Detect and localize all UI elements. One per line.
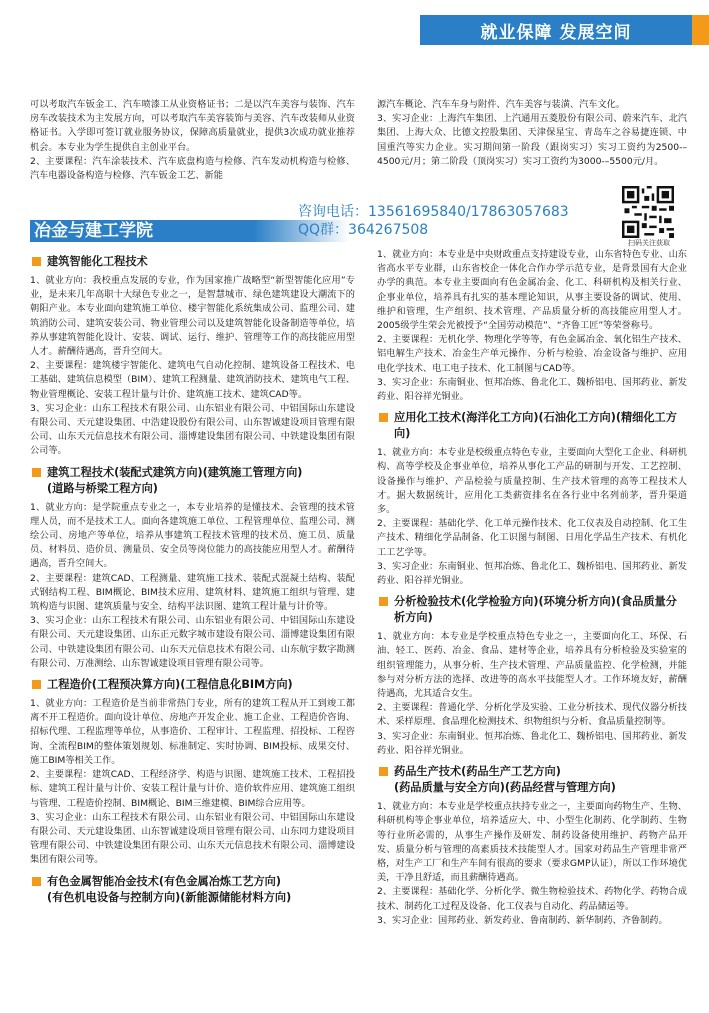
left-section xyxy=(30,465,355,671)
right-section-paragraph: 1、就业方向：本专业是学校重点特色专业之一，主要面向化工、环保、石油、轻工、医药、冶金、食品、建材等企业，培养具有分析检验及实验室的组织管理能力，从事分析、生产技术管理、产品质量监控、化学检测，并能参与对分析方法的选择、改进等的高水平技能型人才。工作环境友好，薪酬待遇高，尤其适合女生。 xyxy=(377,631,687,700)
section-title-text xyxy=(394,594,687,626)
section-title-line: 药品生产技术(药品生产工艺方向) xyxy=(394,765,561,779)
intro-left-para-1: 可以考取汽车钣金工、汽车喷漆工从业资格证书；二是以汽车美容与装饰、汽车房车改装技术为主发展方向，可以考取汽车美容装饰与美容、汽车改装师从业资格证书。入学即可签订就业服务协议，保障高质量就业，提供3次成功就业推荐机会。本专业为学生提供自主创业平台。 xyxy=(30,99,355,153)
left-section-paragraph: 3、实习企业：山东工程技术有限公司、山东铝业有限公司、中铝国际山东建设有限公司、天元建设集团、中浩建设股份有限公司、山东智诚建设项目管理有限公司、山东天元信息技术有限公司、淄博建设集团有限公司、中铁建设集团有限公司等。 xyxy=(30,402,355,457)
section-title-text xyxy=(394,410,687,442)
section-title-line: 工程造价(工程预决算方向)(工程信息化BIM方向) xyxy=(47,678,293,692)
orange-square-icon xyxy=(379,597,388,606)
section-title-line: 建筑智能化工程技术 xyxy=(47,255,148,268)
contact-phone: 咨询电话：13561695840/17863057683 xyxy=(298,204,569,220)
right-section xyxy=(377,594,687,758)
intro-left-column xyxy=(30,98,355,183)
intro-left-para-2: 2、主要课程：汽车涂装技术、汽车底盘构造与检修、汽车发动机构造与检修、汽车电器设备构造与检修、汽车钣金工艺、新能 xyxy=(30,155,355,182)
orange-square-icon xyxy=(32,877,41,886)
right-section-title xyxy=(377,410,687,442)
right-section-title xyxy=(377,594,687,626)
contact-qq: QQ群：364267508 xyxy=(298,222,429,238)
qr-code-icon xyxy=(622,186,674,238)
section-title-text xyxy=(47,465,302,497)
college-name: 冶金与建工学院 xyxy=(30,220,349,242)
left-section-paragraph: 3、实习企业：山东工程技术有限公司、山东铝业有限公司、中铝国际山东建设有限公司、天元建设集团、山东智诚建设项目管理有限公司、山东同力建设项目管理有限公司、中铁建设集团有限公司、山东天元信息技术有限公司、淄博建设集团有限公司等。 xyxy=(30,811,355,866)
top-header-band xyxy=(0,0,709,62)
left-section xyxy=(30,677,355,867)
left-section-title xyxy=(30,677,355,693)
left-section-title xyxy=(30,874,355,906)
section-title-text xyxy=(47,677,293,693)
left-section-paragraph: 3、实习企业：山东工程技术有限公司、山东铝业有限公司、中铝国际山东建设有限公司、天元建设集团、山东正元数字城市建设有限公司、淄博建设集团有限公司、中铁建设集团有限公司、山东天元信息技术有限公司、山东航宇数字勘测有限公司、万准测绘、山东智诚建设项目管理有限公司等。 xyxy=(30,615,355,669)
left-section-paragraph: 1、就业方向：是学院重点专业之一，本专业培养的是懂技术、会管理的技术管理人员，而不是技术工人。面向各建筑施工单位、工程管理单位、监理公司、测绘公司、房地产等单位，培养从事建筑工程技术管理的技术员、施工员、质量员、材料员、造价员、测量员、安全员等岗位能力的高技能应用型人才。薪酬待遇高，晋升空间大。 xyxy=(30,501,355,570)
intro-right-para-2: 3、实习企业：上海汽车集团、上汽通用五菱股份有限公司、蔚来汽车、北汽集团、上海大众、比德文控股集团、天津保星宝、青岛车之谷易捷连锁、中国重汽等实力企业。实习期间第一阶段（跟岗实习）实习工资约为2500-–4500元/月；第二阶段（顶岗实习）实习工资约为3000-–5500元/月。 xyxy=(377,113,687,167)
left-section-paragraph: 2、主要课程：建筑CAD、工程测量、建筑施工技术、装配式混凝土结构、装配式钢结构工程、BIM概论、BIM技术应用、建筑材料、建筑施工组织与管理、建筑构造与识图、建筑质量与安全、结构平法识图、建筑工程计量与计价等。 xyxy=(30,572,355,613)
qr-caption: 扫码关注获取 xyxy=(628,239,670,247)
section-title-line: 建筑工程技术(装配式建筑方向)(建筑施工管理方向) xyxy=(47,465,303,479)
right-section-paragraph: 1、就业方向：本专业是中央财政重点支持建设专业，山东省特色专业、山东省高水平专业群，山东省校企一体化合作办学示范专业，是背景国有大企业办学的典范。本专业主要面向有色金属冶金、化工、科研机构及相关行业、企事业单位，培养具有扎实的基本理论知识，从事主要设备的调试、使用、维护和管理，生产组织、技术管理、产品质量分析的高技能应用型人才。2005级学生荣会光被授予“全国劳动模范”、“齐鲁工匠”等荣誉称号。 xyxy=(377,249,687,332)
left-body-column xyxy=(30,248,355,910)
left-section-paragraph: 1、就业方向：我校重点发展的专业，作为国家推广战略型“新型智能化应用”专业，是未来几年高职十大绿色专业之一，是智慧城市、绿色建筑建设大潮流下的朝阳产业。本专业面向建筑施工单位、楼宇智能化系统集成公司、监理公司、建筑消防公司、建筑安装公司、物业管理公司以及建筑智能化设备制造等单位，培养从事建筑智能化设计、安装、调试、运行、维护、管理等工作的高技能应用型人才。薪酬待遇高，晋升空间大。 xyxy=(30,275,355,358)
section-title-line: 分析检验技术(化学检验方向)(环境分析方向)(食品质量分析方向) xyxy=(394,595,677,625)
orange-square-icon xyxy=(379,767,388,776)
left-section-title xyxy=(30,254,355,270)
orange-square-icon xyxy=(32,468,41,477)
contact-info xyxy=(298,203,569,239)
right-section xyxy=(377,410,687,588)
section-title-line: (有色机电设备与控制方向)(新能源储能材料方向) xyxy=(47,890,292,904)
left-section-paragraph: 2、主要课程：建筑楼宇智能化、建筑电气自动化控制、建筑设备工程技术、电工基础、建筑信息模型（BIM）、建筑工程测量、建筑消防技术、建筑电气工程、物业管理概论、安装工程计量与计价、建筑施工技术、建筑CAD等。 xyxy=(30,360,355,400)
right-section-paragraph: 2、主要课程：无机化学、物理化学等等，有色金属冶金、氧化铝生产技术、铝电解生产技术、冶金生产单元操作、分析与检验、冶金设备与维护、应用电化学技术、电工电子技术、化工制图与CAD等。 xyxy=(377,334,687,374)
right-section-paragraph: 2、主要课程：普通化学、分析化学及实验、工业分析技术、现代仪器分析技术、采样原理、食品理化检测技术、织物组织与分析、食品质量控制等。 xyxy=(377,702,687,728)
section-title-text xyxy=(394,764,616,796)
left-section-paragraph: 2、主要课程：建筑CAD、工程经济学、构造与识图、建筑施工技术、工程招投标、建筑工程计量与计价、安装工程计量与计价、造价软件应用、建筑施工组织与管理、工程造价控制、BIM概论、BIM三维建模、BIM综合应用等。 xyxy=(30,769,355,809)
right-section xyxy=(377,764,687,928)
section-title-line: 应用化工技术(海洋化工方向)(石油化工方向)(精细化工方向) xyxy=(394,411,677,441)
section-title-line: (药品质量与安全方向)(药品经营与管理方向) xyxy=(394,781,616,795)
right-section xyxy=(377,248,687,404)
orange-square-icon xyxy=(32,680,41,689)
intro-right-column xyxy=(377,98,687,169)
right-body-column xyxy=(377,248,687,928)
orange-square-icon xyxy=(32,257,41,266)
section-title-text xyxy=(47,254,148,270)
right-section-paragraph: 1、就业方向：本专业是学校重点扶持专业之一，主要面向药物生产、生物、科研机构等企事业单位，培养适应大、中、小型生化制药、化学制药、生物等行业所必需的，从事生产操作及研发、制药设备使用维护、药物产品开发、质量分析与管理的高素质技术技能型人才。国家对药品生产管理非常严格，对生产工厂和生产车间有很高的要求（要求GMP认证），所以工作环境优美，干净且舒适，而且薪酬待遇高。 xyxy=(377,801,687,884)
right-section-paragraph: 3、实习企业：东南铜业、恒邦冶炼、鲁北化工、魏桥铝电、国邦药业、新发药业、阳谷祥光铜业。 xyxy=(377,376,687,403)
left-section-title xyxy=(30,465,355,497)
left-section xyxy=(30,874,355,906)
intro-right-para-1: 源汽车概论、汽车车身与附件、汽车美容与装潢、汽车文化。 xyxy=(377,99,626,110)
header-tab-title: 就业保障 发展空间 xyxy=(420,15,692,45)
right-section-paragraph: 3、实习企业：东南铜业、恒邦冶炼、鲁北化工、魏桥铝电、国邦药业、新发药业、阳谷祥光铜业。 xyxy=(377,560,687,587)
right-section-paragraph: 1、就业方向：本专业是校级重点特色专业，主要面向大型化工企业、科研机构、高等学校及企事业单位，培养从事化工产品的研制与开发、工艺控制、设备操作与维护、产品检验与质量控制、生产技术管理的高等工程技术人才。据大数据统计，应用化工类薪资排名在各行业中名列前茅，晋升渠道多。 xyxy=(377,447,687,516)
section-title-line: (道路与桥梁工程方向) xyxy=(47,481,158,495)
right-section-title xyxy=(377,764,687,796)
section-title-text xyxy=(47,874,291,906)
right-section-paragraph: 2、主要课程：基础化学、分析化学、微生物检验技术、药物化学、药物合成技术、制药化工过程及设备、化工仪表与自动化、药品储运等。 xyxy=(377,886,687,912)
header-orange-accent xyxy=(692,15,709,45)
orange-square-icon xyxy=(379,413,388,422)
left-section-paragraph: 1、就业方向：工程造价是当前非常热门专业，所有的建筑工程从开工到竣工都离不开工程造价。面向设计单位、房地产开发企业、施工企业、工程造价咨询、招标代理、工程监理等单位，从事造价、工程审计、工程监理、招投标、工程咨询、全流程BIM的整体策划规划、标准制定、实时协调、BIM投标、成果交付、施工BIM等相关工作。 xyxy=(30,698,355,766)
right-section-paragraph: 3、实习企业：东南铜业、恒邦冶炼、鲁北化工、魏桥铝电、国邦药业、新发药业、阳谷祥光铜业。 xyxy=(377,730,687,756)
college-contact-band xyxy=(30,204,610,243)
section-title-line: 有色金属智能冶金技术(有色金属冶炼工艺方向) xyxy=(47,874,281,888)
left-section xyxy=(30,254,355,459)
right-section-paragraph: 3、实习企业：国邦药业、新发药业、鲁南制药、新华制药、齐鲁制药。 xyxy=(377,914,668,926)
right-section-paragraph: 2、主要课程：基础化学、化工单元操作技术、化工仪表及自动控制、化工生产技术、精细化学品制备、化工识图与制图、日用化学品生产技术、有机化工工艺学等。 xyxy=(377,518,687,558)
